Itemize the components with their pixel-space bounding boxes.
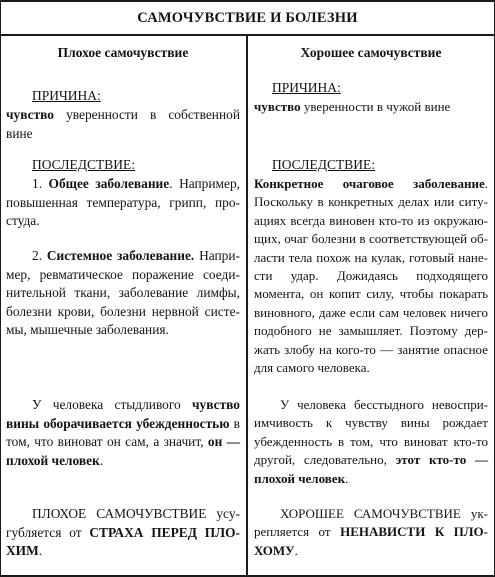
right-shameless-a: У человека бесстыдного невосприимчивость к чувству вины рождает убежденность в том, что виноват кто-то другой, следовательно, (254, 397, 488, 468)
left-item-2-rest: Например, ревматическое поражение соединительной ткани, заболевание лимфы, болезни крови, болезни нервной системы, мышечные заболевания. (6, 248, 241, 338)
table-top-border (0, 0, 495, 2)
right-shameless-bold: этот кто-то — плохой человек (254, 452, 488, 486)
right-consequence-bold: Конкретное очаговое заболевание (254, 176, 485, 191)
left-shame-paragraph (6, 396, 240, 470)
right-cause-rest: уверенности в чужой вине (300, 99, 451, 114)
left-item-2 (6, 247, 240, 340)
left-final-paragraph (6, 505, 240, 561)
left-column-heading: Плохое самочувствие (57, 45, 189, 60)
left-final-c: . (38, 543, 43, 559)
left-shame-c: . (99, 452, 104, 468)
left-item-1-number: 1. (32, 176, 49, 191)
left-shame-a: У человека стыдливого (32, 397, 192, 412)
left-cause-rest: уверенности в собственной вине (6, 107, 240, 141)
left-cause-text (6, 106, 240, 143)
right-final-paragraph (254, 505, 488, 560)
right-shameless-c: . (345, 470, 349, 486)
left-consequence-label: ПОСЛЕДСТВИЕ: (32, 157, 135, 172)
right-final-c: . (294, 542, 298, 558)
right-cause-text (254, 98, 488, 116)
right-column-heading: Хорошее самочувствие (300, 45, 442, 60)
left-cause-bold: чувство (6, 107, 54, 122)
left-shame-bold-2: он — плохой человек (6, 434, 240, 468)
right-shameless-paragraph (254, 396, 488, 488)
left-item-1-rest: . Например, повышенная температура, грипп, простуда. (6, 176, 240, 229)
right-final-a: ХОРОШЕЕ САМОЧУВСТВИЕ укрепляется от (254, 506, 488, 540)
table-left-border (0, 0, 1, 577)
left-shame-bold-1: чувство вины оборачивается убежденностью (6, 397, 240, 431)
left-cause-label: ПРИЧИНА: (32, 88, 101, 103)
left-final-bold: СТРАХА ПЕРЕД ПЛОХИМ (6, 524, 240, 559)
left-item-1 (6, 175, 240, 231)
right-cause-label: ПРИЧИНА: (272, 80, 341, 95)
right-consequence-label: ПОСЛЕДСТВИЕ: (272, 157, 375, 172)
left-shame-b: в том, что виноват он сам, а значит, (6, 415, 241, 450)
left-item-2-number: 2. (32, 248, 47, 263)
right-final-bold: НЕНАВИСТИ К ПЛОХОМУ (254, 524, 488, 558)
right-cause-bold: чувство (254, 99, 301, 114)
right-consequence-rest: . Поскольку в конкретных делах или ситуациях всегда виновен кто-то из окружающих, очаг болезни в соответствующей области тела похож на кулак, готовый нанести удар. Дожидаясь подходящего момента, он копит силу, чтобы покарать виновного, даже если сам человек ничего подобного не замышляет. Поэтому держать злобу на кого-то — занятие опасное для самого человека. (254, 176, 488, 376)
left-item-1-bold: Общее заболевание (48, 176, 170, 191)
left-item-2-bold: Системное заболевание. (46, 248, 195, 263)
table-title: САМОЧУВСТВИЕ И БОЛЕЗНИ (137, 10, 358, 26)
column-divider (246, 35, 248, 577)
right-consequence-text (254, 175, 488, 377)
left-final-a: ПЛОХОЕ САМОЧУВСТВИЕ усугубляется от (6, 506, 240, 540)
